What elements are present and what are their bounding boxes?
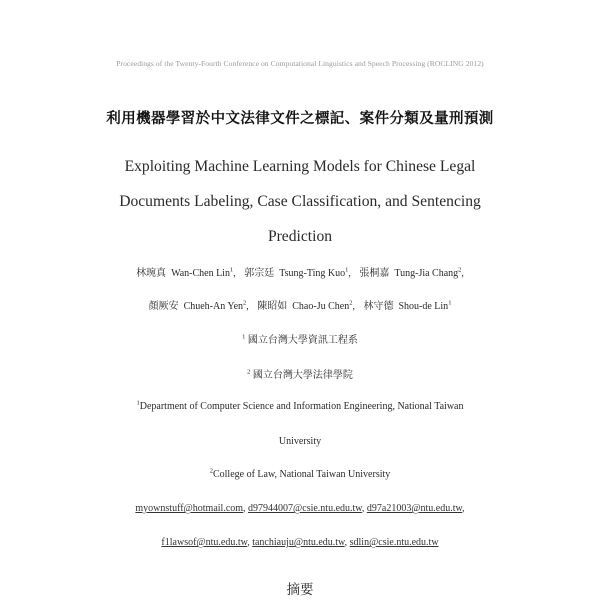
email-link[interactable]: sdlin@csie.ntu.edu.tw <box>349 537 439 548</box>
author <box>359 268 464 279</box>
email-link[interactable]: d97a21003@ntu.edu.tw <box>366 503 463 514</box>
author-chinese-name: 顏厥安 <box>148 301 179 312</box>
author-line-2 <box>0 297 600 312</box>
author-chinese-name: 林琬真 <box>136 268 167 279</box>
affiliation-mark: 2 <box>247 368 251 376</box>
email-line-1 <box>0 503 600 514</box>
author-english-name: Chao-Ju Chen <box>292 301 350 312</box>
email-link[interactable]: d97944007@csie.ntu.edu.tw <box>248 503 362 514</box>
author <box>149 301 258 312</box>
email-separator: , <box>361 503 365 514</box>
author <box>257 301 363 312</box>
affiliation-en-2 <box>0 469 600 480</box>
chinese-title: 利用機器學習於中文法律文件之標記、案件分類及量刑預測 <box>106 111 494 127</box>
email-separator: , <box>247 537 250 548</box>
author <box>244 268 359 279</box>
english-title-line-2: Documents Labeling, Case Classification, and Sentencing <box>119 193 481 210</box>
author-separator: , <box>233 268 236 279</box>
affiliation-text: Department of Computer Science and Information Engineering, National Taiwan <box>139 401 464 412</box>
affiliation-zh-1 <box>0 331 600 346</box>
author-separator: , <box>461 268 464 279</box>
email-link[interactable]: myownstuff@hotmail.com <box>135 503 244 514</box>
affiliation-mark: 1 <box>242 333 246 341</box>
affiliation-en-1-continued: University <box>278 436 322 447</box>
english-title-line-1: Exploiting Machine Learning Models for Chinese Legal <box>124 158 476 175</box>
author-english-name: Wan-Chen Lin <box>171 268 230 279</box>
author <box>363 301 451 312</box>
author-english-name: Tung-Jia Chang <box>394 268 459 279</box>
email-separator: , <box>344 537 348 548</box>
author-separator: , <box>348 268 351 279</box>
affiliation-zh-2 <box>0 366 600 381</box>
email-separator: , <box>462 503 465 514</box>
affiliation-mark: 2 <box>209 467 213 475</box>
author-affiliation-mark: 1 <box>345 266 349 274</box>
author-affiliation-mark: 1 <box>229 266 234 274</box>
author-english-name: Tsung-Ting Kuo <box>279 268 346 279</box>
author-chinese-name: 郭宗廷 <box>244 268 275 279</box>
email-link[interactable]: f1lawsof@ntu.edu.tw <box>161 537 248 548</box>
affiliation-mark: 1 <box>136 399 140 407</box>
author-separator: , <box>246 301 249 312</box>
affiliation-text: College of Law, National Taiwan University <box>212 469 391 480</box>
author-affiliation-mark: 1 <box>448 299 452 307</box>
email-link[interactable]: tanchiauju@ntu.edu.tw <box>252 537 345 548</box>
author-affiliation-mark: 2 <box>349 299 353 307</box>
author <box>136 268 244 279</box>
author-separator: , <box>352 301 355 312</box>
email-line-2 <box>0 537 600 548</box>
affiliation-text: 國立台灣大學資訊工程系 <box>247 335 358 346</box>
abstract-heading: 摘要 <box>286 582 314 597</box>
author-chinese-name: 林守德 <box>363 301 394 312</box>
author-english-name: Chueh-An Yen <box>183 301 244 312</box>
author-chinese-name: 陳昭如 <box>257 301 288 312</box>
affiliation-text: 國立台灣大學法律學院 <box>252 370 353 381</box>
email-separator: , <box>243 503 246 514</box>
author-affiliation-mark: 2 <box>458 266 462 274</box>
english-title-line-3: Prediction <box>267 228 333 245</box>
affiliation-en-1 <box>0 401 600 412</box>
author-affiliation-mark: 2 <box>243 299 247 307</box>
proceedings-header: Proceedings of the Twenty-Fourth Conference on Computational Linguistics and Speech Processing (ROCLING 2012) <box>116 59 484 68</box>
author-line-1 <box>0 264 600 279</box>
author-chinese-name: 張桐嘉 <box>359 268 390 279</box>
author-english-name: Shou-de Lin <box>398 301 449 312</box>
